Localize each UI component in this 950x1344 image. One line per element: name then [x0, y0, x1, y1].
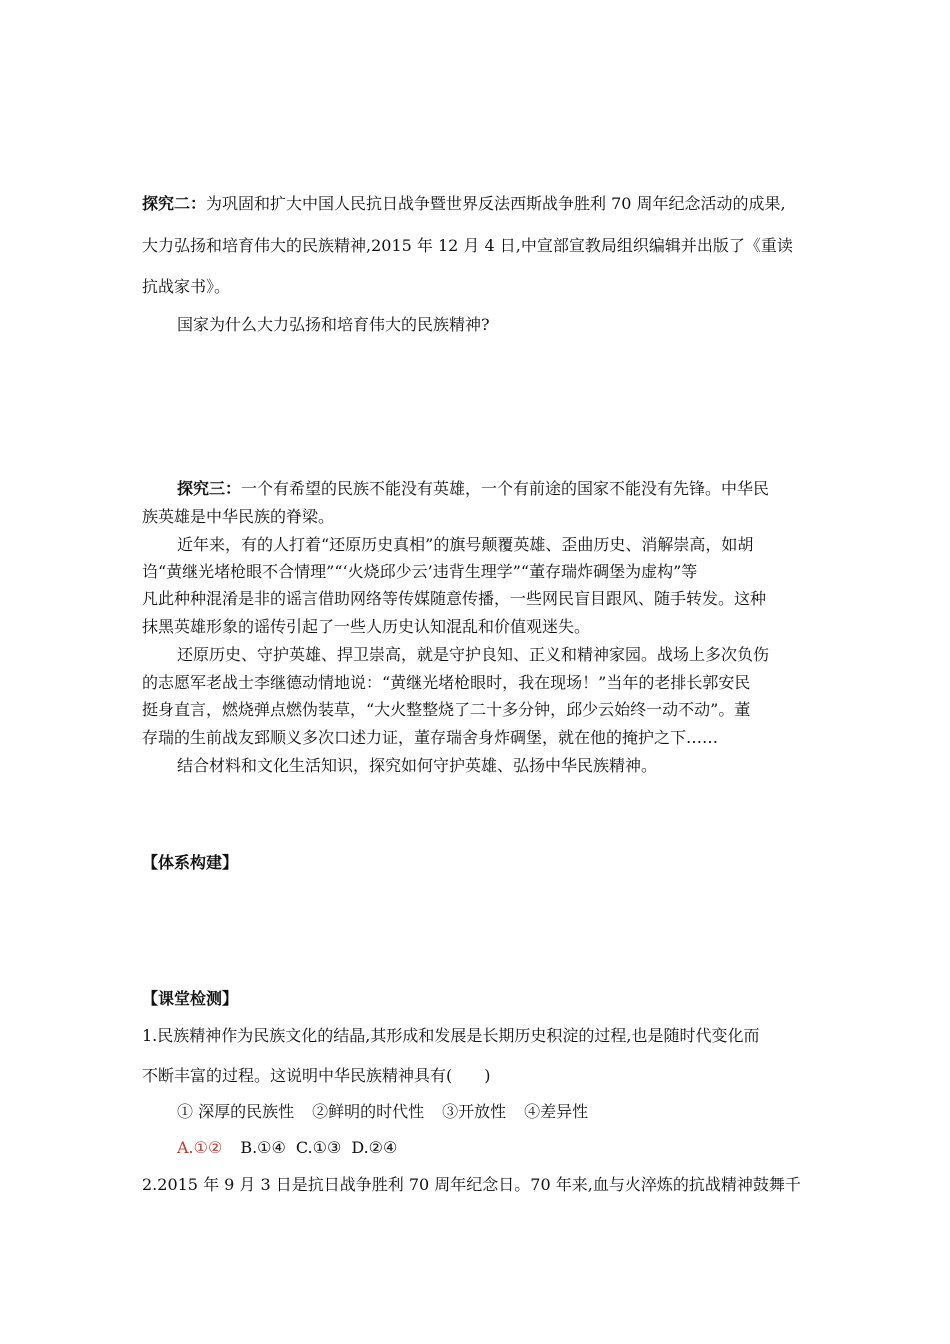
section3-para2-line3: 凡此种种混淆是非的谣言借助网络等传媒随意传播，一些网民盲目跟风、随手转发。这种 [142, 589, 767, 608]
section3-para3-line1: 还原历史、守护英雄、捍卫崇高，就是守护良知、正义和精神家园。战场上多次负伤 [177, 645, 770, 664]
section3-line1 [177, 478, 769, 500]
q1-option-a: A.①② [177, 1138, 223, 1157]
section2-question: 国家为什么大力弘扬和培育伟大的民族精神? [177, 315, 490, 334]
system-build-heading: 【体系构建】 [142, 853, 239, 872]
section3-para2-line2: 诌“黄继光堵枪眼不合情理”“‘火烧邱少云’违背生理学”“董存瑞炸碉堡为虚构”等 [142, 562, 698, 581]
section3-para2-line1: 近年来，有的人打着“还原历史真相”的旗号颠覆英雄、歪曲历史、消解崇高，如胡 [177, 535, 754, 554]
section2-line2: 大力弘扬和培育伟大的民族精神,2015 年 12 月 4 日,中宣部宣教局组织编辑并出版了《重读 [142, 236, 793, 255]
section2-label: 探究二： [142, 194, 207, 213]
q1-line1: 1.民族精神作为民族文化的结晶,其形成和发展是长期历史积淀的过程,也是随时代变化而 [142, 1026, 760, 1045]
q1-option-d: D.②④ [351, 1138, 398, 1157]
q1-option-c: C.①③ [295, 1138, 342, 1157]
section3-line2: 族英雄是中华民族的脊梁。 [142, 507, 335, 526]
section3-label: 探究三： [177, 479, 242, 498]
q1-option-b: B.①④ [240, 1138, 286, 1157]
class-check-heading: 【课堂检测】 [142, 989, 239, 1008]
q1-statement-3: ③开放性 [442, 1102, 507, 1121]
q1-statements [177, 1101, 588, 1123]
section2-line1 [142, 193, 786, 215]
q1-statement-2: ②鲜明的时代性 [312, 1102, 425, 1121]
q2-line1: 2.2015 年 9 月 3 日是抗日战争胜利 70 周年纪念日。70 年来,血与火淬炼的抗战精神鼓舞千 [142, 1175, 801, 1194]
section3-para3-line3: 挺身直言，燃烧弹点燃伪装草，“大火整整烧了二十多分钟，邱少云始终一动不动”。董 [142, 700, 751, 719]
section3-para3-line4: 存瑞的生前战友郅顺义多次口述力证，董存瑞舍身炸碉堡，就在他的掩护之下…… [142, 728, 719, 747]
q1-statement-4: ④差异性 [524, 1102, 589, 1121]
section2-line3: 抗战家书》。 [142, 277, 231, 296]
section3-question: 结合材料和文化生活知识，探究如何守护英雄、弘扬中华民族精神。 [177, 756, 658, 775]
section3-para2-line4: 抹黑英雄形象的谣传引起了一些人历史认知混乱和价值观迷失。 [142, 617, 591, 636]
q1-line2: 不断丰富的过程。这说明中华民族精神具有( ) [142, 1066, 491, 1085]
section2-text-1: 为巩固和扩大中国人民抗日战争暨世界反法西斯战争胜利 70 周年纪念活动的成果, [206, 194, 786, 213]
section3-text-1: 一个有希望的民族不能没有英雄，一个有前途的国家不能没有先锋。中华民 [241, 479, 770, 498]
q1-statement-1: ① 深厚的民族性 [177, 1102, 295, 1121]
q1-options [177, 1137, 397, 1159]
section3-para3-line2: 的志愿军老战士李继德动情地说：“黄继光堵枪眼时，我在现场！”当年的老排长郭安民 [142, 673, 751, 692]
